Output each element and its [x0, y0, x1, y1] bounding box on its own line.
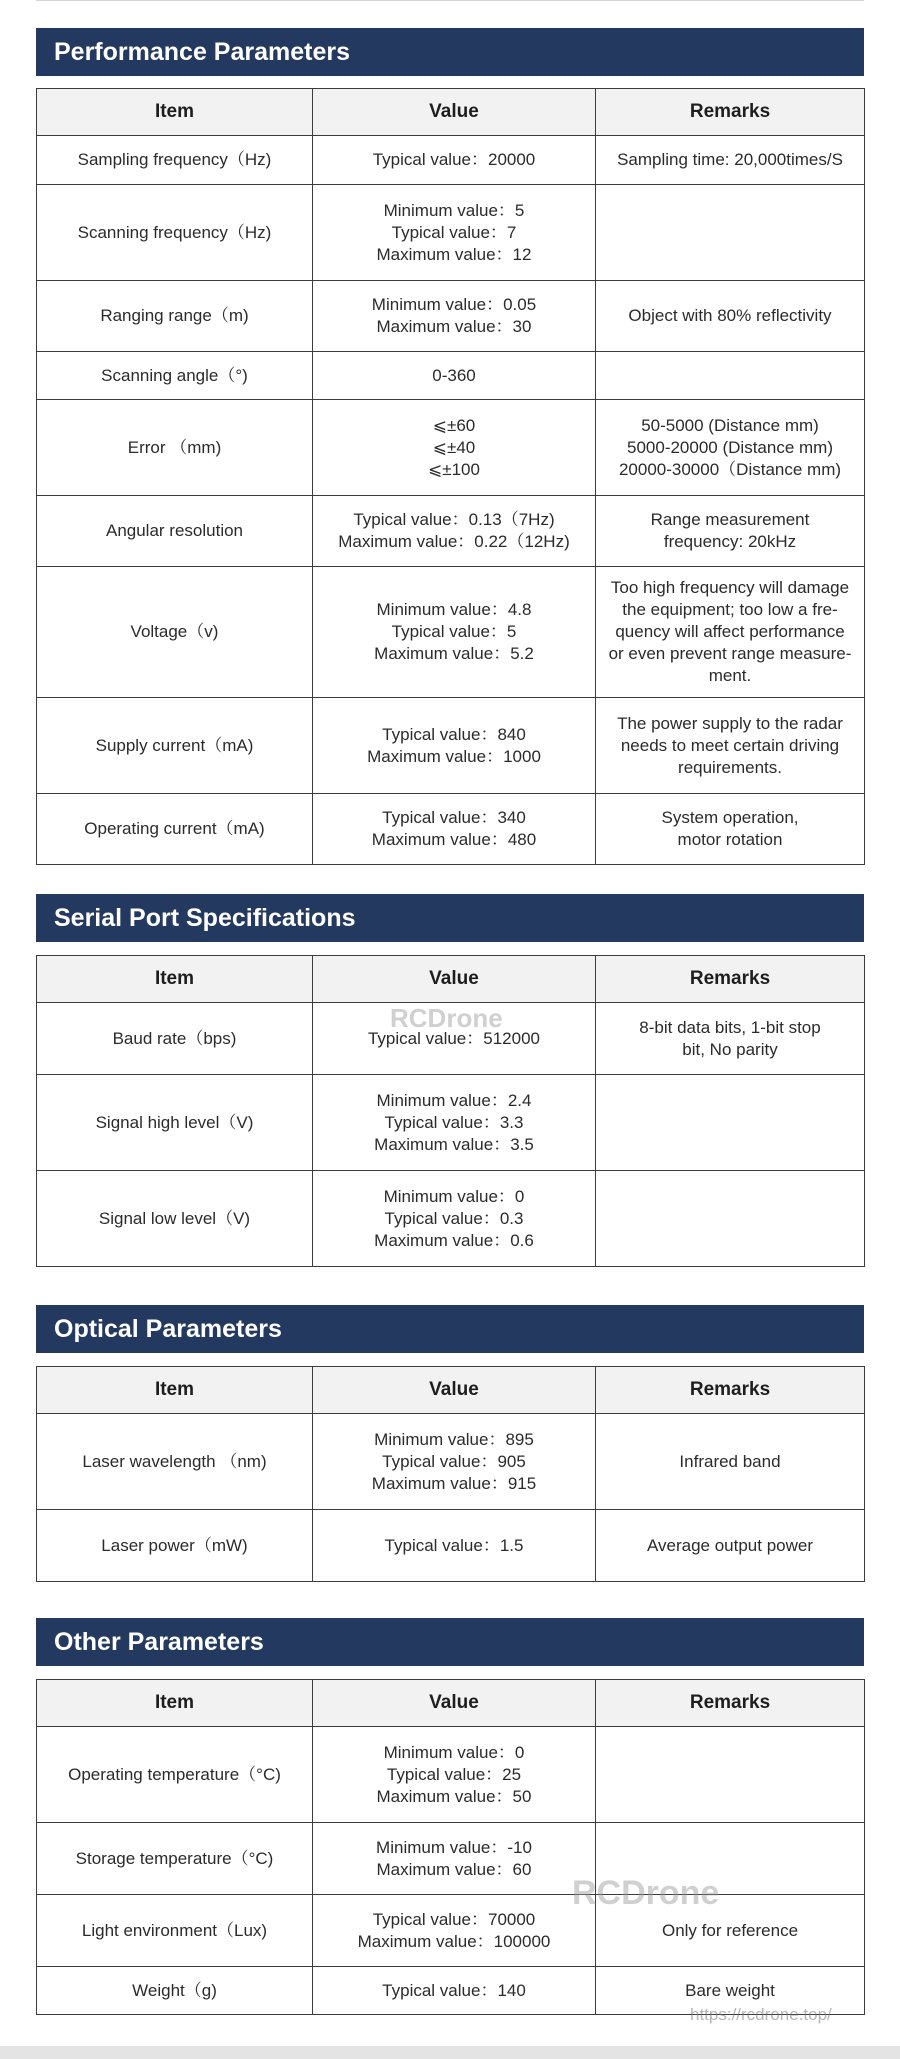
value-cell	[313, 136, 596, 185]
value-cell	[313, 1075, 596, 1171]
item-cell: Ranging range（m)	[37, 281, 313, 352]
item-cell: Error （mm)	[37, 400, 313, 496]
value-cell-line: Maximum value：915	[371, 1473, 537, 1493]
value-cell-line: Typical value：140	[382, 1980, 526, 2000]
column-header-remarks: Remarks	[596, 1680, 865, 1727]
remarks-cell-line: Too high frequency will damage	[610, 578, 850, 597]
column-header-value: Value	[313, 89, 596, 136]
remarks-cell-line: the equipment; too low a fre-	[622, 600, 838, 619]
watermark-brand-lower: RCDrone	[572, 1874, 720, 1912]
value-cell	[313, 1727, 596, 1823]
remarks-cell	[596, 281, 865, 352]
value-cell-line: Maximum value：60	[376, 1859, 532, 1879]
remarks-cell-line: System operation,	[661, 808, 799, 827]
value-cell-line: Minimum value：0	[383, 1186, 525, 1206]
remarks-cell-line: 5000-20000 (Distance mm)	[627, 437, 833, 457]
value-cell	[313, 1895, 596, 1967]
item-cell: Laser wavelength （nm)	[37, 1414, 313, 1510]
table-row	[37, 567, 865, 698]
column-header-remarks: Remarks	[596, 89, 865, 136]
value-cell-line: Typical value：1.5	[384, 1535, 524, 1555]
remarks-cell-line: frequency: 20kHz	[663, 532, 797, 551]
value-cell-line: Maximum value：3.5	[374, 1134, 534, 1154]
remarks-cell-line: Range measurement	[650, 510, 810, 529]
remarks-cell	[596, 1967, 865, 2015]
value-cell	[313, 1967, 596, 2015]
optical-parameters-table	[36, 1366, 865, 1582]
remarks-cell	[596, 185, 865, 281]
table-row	[37, 1510, 865, 1582]
value-cell	[313, 1003, 596, 1075]
column-header-value: Value	[313, 1367, 596, 1414]
value-cell-line: Maximum value：0.22（12Hz)	[338, 532, 570, 551]
section-title: Serial Port Specifications	[36, 894, 864, 942]
column-header-item: Item	[37, 1367, 313, 1414]
table-header-row	[37, 956, 865, 1003]
item-cell: Storage temperature（°C)	[37, 1823, 313, 1895]
value-cell-line: ⩽±100	[428, 459, 480, 479]
section-title: Optical Parameters	[36, 1305, 864, 1353]
column-header-item: Item	[37, 956, 313, 1003]
table-row	[37, 1171, 865, 1267]
remarks-cell-line: Bare weight	[685, 1980, 775, 2000]
table-row	[37, 496, 865, 567]
remarks-cell	[596, 352, 865, 400]
value-cell-line: ⩽±40	[432, 437, 476, 457]
remarks-cell	[596, 1727, 865, 1823]
value-cell-line: Maximum value：480	[371, 830, 537, 849]
value-cell-line: 0-360	[432, 365, 476, 385]
value-cell-line: Maximum value：12	[376, 244, 532, 264]
value-cell-line: Minimum value：0	[383, 1742, 525, 1762]
remarks-cell	[596, 400, 865, 496]
column-header-remarks: Remarks	[596, 956, 865, 1003]
value-cell	[313, 1414, 596, 1510]
column-header-value: Value	[313, 956, 596, 1003]
table-row	[37, 185, 865, 281]
table-row	[37, 1967, 865, 2015]
item-cell: Angular resolution	[37, 496, 313, 567]
watermark-brand: RCDrone	[390, 1003, 503, 1033]
remarks-cell-line: Object with 80% reflectivity	[628, 306, 832, 325]
bottom-bar	[0, 2046, 900, 2059]
other-parameters-table	[36, 1679, 865, 2015]
remarks-cell	[596, 1823, 865, 1895]
table-row	[37, 1414, 865, 1510]
table-header-row	[37, 1367, 865, 1414]
remarks-cell-line: motor rotation	[677, 830, 783, 849]
item-cell: Scanning angle（°)	[37, 352, 313, 400]
value-cell-line: Minimum value：2.4	[376, 1090, 532, 1110]
value-cell-line: Typical value：905	[382, 1451, 526, 1471]
value-cell	[313, 698, 596, 794]
value-cell	[313, 400, 596, 496]
item-cell: Signal high level（V)	[37, 1075, 313, 1171]
value-cell-line: Minimum value：0.05	[371, 295, 537, 314]
performance-parameters-section	[36, 28, 864, 849]
remarks-cell	[596, 1895, 865, 1967]
remarks-cell-line: Average output power	[646, 1535, 814, 1555]
value-cell	[313, 352, 596, 400]
value-cell-line: Maximum value：0.6	[374, 1230, 534, 1250]
item-cell: Voltage（v)	[37, 567, 313, 698]
remarks-cell-line: or even prevent range measure-	[608, 644, 852, 663]
table-row	[37, 400, 865, 496]
remarks-cell-line: quency will affect performance	[615, 622, 845, 641]
value-cell-line: Minimum value：4.8	[376, 600, 532, 619]
value-cell-line: Maximum value：50	[376, 1786, 532, 1806]
value-cell-line: Typical value：25	[386, 1764, 522, 1784]
item-cell: Baud rate（bps)	[37, 1003, 313, 1075]
table-row	[37, 1003, 865, 1075]
remarks-cell-line: ment.	[708, 666, 752, 685]
table-row	[37, 352, 865, 400]
remarks-cell	[596, 794, 865, 865]
column-header-item: Item	[37, 1680, 313, 1727]
value-cell-line: Maximum value：30	[376, 317, 532, 336]
value-cell-line: Typical value：70000	[372, 1909, 536, 1929]
value-cell	[313, 1510, 596, 1582]
value-cell-line: Typical value：3.3	[384, 1112, 524, 1132]
table-row	[37, 1727, 865, 1823]
performance-parameters-table	[36, 88, 865, 865]
value-cell-line: Maximum value：1000	[367, 746, 541, 766]
remarks-cell-line: Infrared band	[679, 1451, 781, 1471]
value-cell	[313, 1823, 596, 1895]
table-row	[37, 136, 865, 185]
item-cell: Operating temperature（°C)	[37, 1727, 313, 1823]
value-cell-line: Minimum value：-10	[376, 1837, 532, 1857]
value-cell	[313, 567, 596, 698]
item-cell: Sampling frequency（Hz)	[37, 136, 313, 185]
remarks-cell	[596, 1171, 865, 1267]
remarks-cell	[596, 136, 865, 185]
remarks-cell	[596, 567, 865, 698]
remarks-cell-line: 20000-30000（Distance mm)	[618, 459, 842, 479]
remarks-cell	[596, 1075, 865, 1171]
table-row	[37, 698, 865, 794]
remarks-cell	[596, 698, 865, 794]
value-cell-line: Typical value：20000	[372, 150, 536, 169]
remarks-cell-line: requirements.	[678, 757, 782, 777]
remarks-cell-line: needs to meet certain driving	[620, 735, 840, 755]
value-cell-line: Typical value：512000	[367, 1028, 540, 1048]
remarks-cell-line: 50-5000 (Distance mm)	[641, 415, 819, 435]
item-cell: Laser power（mW)	[37, 1510, 313, 1582]
item-cell: Operating current（mA)	[37, 794, 313, 865]
value-cell-line: Typical value：0.13（7Hz)	[353, 510, 555, 529]
remarks-cell-line: The power supply to the radar	[617, 713, 843, 733]
column-header-item: Item	[37, 89, 313, 136]
remarks-cell-line: Sampling time: 20,000times/S	[617, 150, 843, 169]
table-header-row	[37, 1680, 865, 1727]
value-cell	[313, 1171, 596, 1267]
value-cell	[313, 794, 596, 865]
item-cell: Scanning frequency（Hz)	[37, 185, 313, 281]
value-cell-line: Maximum value：5.2	[374, 644, 534, 663]
table-row	[37, 1823, 865, 1895]
remarks-cell-line: Only for reference	[661, 1920, 799, 1940]
table-header-row	[37, 89, 865, 136]
table-row	[37, 1075, 865, 1171]
column-header-value: Value	[313, 1680, 596, 1727]
item-cell: Light environment（Lux)	[37, 1895, 313, 1967]
table-row	[37, 1895, 865, 1967]
value-cell-line: Maximum value：100000	[357, 1931, 551, 1951]
value-cell-line: ⩽±60	[432, 415, 476, 435]
value-cell	[313, 496, 596, 567]
table-row	[37, 281, 865, 352]
table-row	[37, 794, 865, 865]
optical-parameters-section	[36, 1305, 864, 1555]
serial-port-specifications-table	[36, 955, 865, 1267]
remarks-cell	[596, 1510, 865, 1582]
watermark-url: https://rcdrone.top/	[690, 2005, 832, 2024]
column-header-remarks: Remarks	[596, 1367, 865, 1414]
value-cell	[313, 281, 596, 352]
remarks-cell	[596, 1414, 865, 1510]
section-title: Other Parameters	[36, 1618, 864, 1666]
item-cell: Supply current（mA)	[37, 698, 313, 794]
item-cell: Signal low level（V)	[37, 1171, 313, 1267]
value-cell-line: Typical value：5	[391, 622, 517, 641]
value-cell-line: Typical value：0.3	[384, 1208, 524, 1228]
remarks-cell	[596, 496, 865, 567]
value-cell-line: Typical value：340	[382, 808, 526, 827]
value-cell	[313, 185, 596, 281]
remarks-cell-line: 8-bit data bits, 1-bit stop	[639, 1017, 821, 1037]
remarks-cell	[596, 1003, 865, 1075]
remarks-cell-line: bit, No parity	[682, 1039, 778, 1059]
item-cell: Weight（g)	[37, 1967, 313, 2015]
value-cell-line: Typical value：7	[391, 222, 517, 242]
value-cell-line: Minimum value：895	[374, 1429, 534, 1449]
value-cell-line: Typical value：840	[382, 724, 526, 744]
top-divider	[36, 0, 864, 1]
value-cell-line: Minimum value：5	[383, 200, 525, 220]
section-title: Performance Parameters	[36, 28, 864, 76]
